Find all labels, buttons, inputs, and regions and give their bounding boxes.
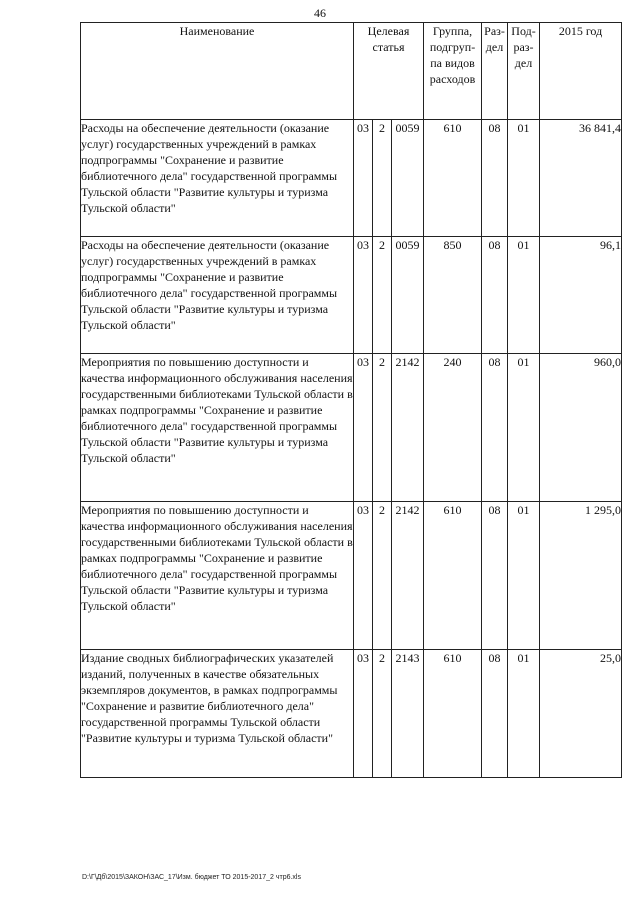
row-name: Мероприятия по повышению доступности и качества информационного обслуживания населения государственными библиотеками Тульской области в рамках подпрограммы "Сохранение и развитие библиотечного дела" государственной программы Тульской области "Развитие культуры и туризма Тульской области"	[81, 502, 354, 650]
row-group: 610	[424, 502, 482, 650]
row-amount: 25,0	[540, 650, 622, 778]
file-path-footer: D:\Г\Дб\2015\ЗАКОН\ЗАС_17\Изм. бюджет ТО 2015-2017_2 чтр6.xls	[82, 874, 301, 881]
row-subsection: 01	[508, 502, 540, 650]
row-code-program: 03	[354, 237, 373, 354]
row-code-subprogram: 2	[373, 237, 392, 354]
table-row	[81, 354, 622, 502]
row-section: 08	[482, 650, 508, 778]
row-code-program: 03	[354, 502, 373, 650]
row-subsection: 01	[508, 650, 540, 778]
row-subsection: 01	[508, 120, 540, 237]
row-code-program: 03	[354, 354, 373, 502]
row-code-direction: 0059	[392, 120, 424, 237]
row-name: Расходы на обеспечение деятельности (оказание услуг) государственных учреждений в рамках подпрограммы "Сохранение и развитие библиотечного дела" государственной программы Тульской области "Развитие культуры и туризма Тульской области"	[81, 237, 354, 354]
row-code-subprogram: 2	[373, 502, 392, 650]
header-target-article: Целевая статья	[354, 23, 424, 120]
row-code-direction: 2142	[392, 354, 424, 502]
row-amount: 1 295,0	[540, 502, 622, 650]
table-row	[81, 237, 622, 354]
table-row	[81, 120, 622, 237]
row-name: Мероприятия по повышению доступности и качества информационного обслуживания населения государственными библиотеками Тульской области в рамках подпрограммы "Сохранение и развитие библиотечного дела" государственной программы Тульской области "Развитие культуры и туризма Тульской области"	[81, 354, 354, 502]
table-row	[81, 502, 622, 650]
row-code-direction: 2143	[392, 650, 424, 778]
header-year: 2015 год	[540, 23, 622, 120]
row-code-subprogram: 2	[373, 354, 392, 502]
row-name: Расходы на обеспечение деятельности (оказание услуг) государственных учреждений в рамках подпрограммы "Сохранение и развитие библиотечного дела" государственной программы Тульской области "Развитие культуры и туризма Тульской области"	[81, 120, 354, 237]
row-subsection: 01	[508, 354, 540, 502]
row-amount: 36 841,4	[540, 120, 622, 237]
row-section: 08	[482, 120, 508, 237]
row-group: 240	[424, 354, 482, 502]
row-code-subprogram: 2	[373, 650, 392, 778]
page-number: 46	[314, 6, 326, 20]
row-group: 610	[424, 650, 482, 778]
row-amount: 96,1	[540, 237, 622, 354]
row-code-subprogram: 2	[373, 120, 392, 237]
table-row	[81, 650, 622, 778]
row-code-program: 03	[354, 120, 373, 237]
row-code-direction: 0059	[392, 237, 424, 354]
row-name: Издание сводных библиографических указателей изданий, полученных в качестве обязательных экземпляров документов, в рамках подпрограммы "Сохранение и развитие библиотечного дела" государственной программы Тульской области "Развитие культуры и туризма Тульской области"	[81, 650, 354, 778]
row-section: 08	[482, 502, 508, 650]
row-code-program: 03	[354, 650, 373, 778]
budget-table	[80, 22, 622, 778]
header-name: Наименование	[81, 23, 354, 120]
row-section: 08	[482, 237, 508, 354]
header-subsection: Под-раз-дел	[508, 23, 540, 120]
header-group: Группа, подгруп-па видов расходов	[424, 23, 482, 120]
row-code-direction: 2142	[392, 502, 424, 650]
row-section: 08	[482, 354, 508, 502]
row-group: 610	[424, 120, 482, 237]
row-amount: 960,0	[540, 354, 622, 502]
table-header-row	[81, 23, 622, 120]
header-section: Раз-дел	[482, 23, 508, 120]
row-group: 850	[424, 237, 482, 354]
row-subsection: 01	[508, 237, 540, 354]
